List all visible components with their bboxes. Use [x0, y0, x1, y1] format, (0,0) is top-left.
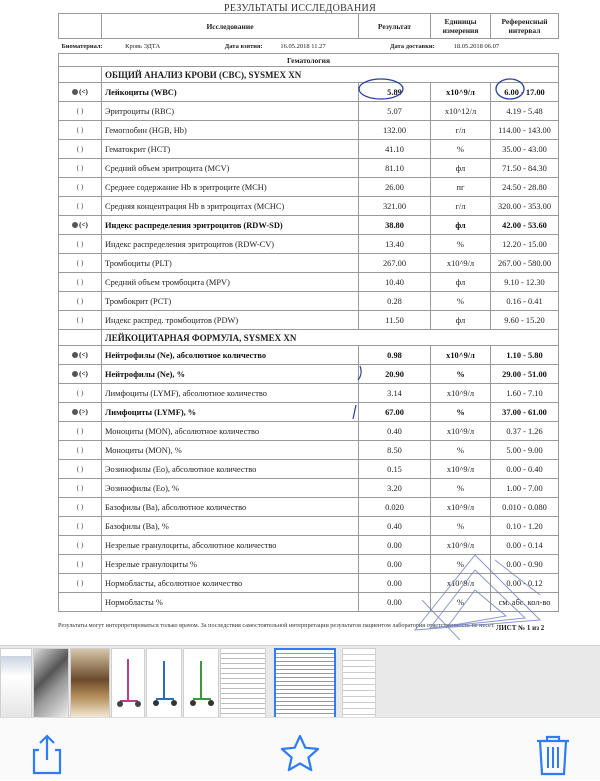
row-reference: 6.00 - 17.00: [491, 83, 559, 102]
row-reference: 0.00 - 0.90: [491, 555, 559, 574]
table-row: [59, 235, 559, 254]
row-units: %: [431, 403, 491, 422]
row-flag: [59, 365, 102, 384]
row-units: фл: [431, 216, 491, 235]
table-row: [59, 273, 559, 292]
scooter-green-image: [184, 649, 218, 717]
row-test-name: Эозинофилы (Eo), %: [102, 479, 359, 498]
flag-text: (<): [79, 88, 88, 96]
row-test-name: Базофилы (Ba), абсолютное количество: [102, 498, 359, 517]
flag-text: (<): [79, 221, 88, 229]
row-test-name: Незрелые гранулоциты %: [102, 555, 359, 574]
scooter-blue-image: [147, 649, 181, 717]
row-reference: 42.00 - 53.60: [491, 216, 559, 235]
row-reference: 5.00 - 9.00: [491, 441, 559, 460]
row-test-name: Средняя концентрация Hb в эритроцитах (MCHC): [102, 197, 359, 216]
table-row: [59, 384, 559, 403]
row-flag: ( ): [59, 197, 102, 216]
row-test-name: Моноциты (MON), %: [102, 441, 359, 460]
row-result: 10.40: [359, 273, 431, 292]
row-units: x10^9/л: [431, 254, 491, 273]
star-icon: [278, 732, 322, 776]
table-row: [59, 83, 559, 102]
row-result: 0.98: [359, 346, 431, 365]
row-result: 321.00: [359, 197, 431, 216]
abnormal-dot-icon: [72, 352, 78, 358]
delete-button[interactable]: [531, 732, 575, 776]
row-reference: 0.00 - 0.12: [491, 574, 559, 593]
table-row: [59, 555, 559, 574]
row-flag: [59, 83, 102, 102]
thumbnail-7[interactable]: [220, 648, 266, 718]
thumbnail-9[interactable]: [342, 648, 376, 718]
trash-icon: [531, 732, 575, 776]
table-row: [59, 403, 559, 422]
table-row: [59, 197, 559, 216]
row-units: %: [431, 517, 491, 536]
row-units: x10^9/л: [431, 422, 491, 441]
row-flag: ( ): [59, 102, 102, 121]
row-reference: 24.50 - 28.80: [491, 178, 559, 197]
flag-text: (<): [79, 351, 88, 359]
row-units: фл: [431, 311, 491, 330]
row-flag: ( ): [59, 178, 102, 197]
row-flag: [59, 346, 102, 365]
header-units: Единицы измерения: [431, 14, 491, 39]
category-title: Гематология: [59, 54, 559, 67]
row-units: x10^9/л: [431, 536, 491, 555]
row-test-name: Индекс распред. тромбоцитов (PDW): [102, 311, 359, 330]
document-title: РЕЗУЛЬТАТЫ ИССЛЕДОВАНИЯ: [223, 3, 377, 14]
row-test-name: Базофилы (Ba), %: [102, 517, 359, 536]
row-result: 26.00: [359, 178, 431, 197]
row-reference: 0.37 - 1.26: [491, 422, 559, 441]
bottom-toolbar: [0, 717, 600, 780]
category-row: [59, 54, 559, 67]
taken-value: 16.05.2018 11.27: [280, 42, 326, 50]
row-result: 41.10: [359, 140, 431, 159]
row-result: 5.07: [359, 102, 431, 121]
delivered-label: Дата доставки:: [390, 42, 435, 50]
sheet-number: ЛИСТ № 1 из 2: [496, 624, 545, 632]
table-row: [59, 292, 559, 311]
meta-row: [59, 39, 559, 54]
row-result: 0.00: [359, 574, 431, 593]
table-row: [59, 365, 559, 384]
table-row: [59, 498, 559, 517]
row-units: г/л: [431, 121, 491, 140]
row-units: г/л: [431, 197, 491, 216]
thumbnail-strip[interactable]: [0, 645, 600, 718]
row-test-name: Гемоглобин (HGB, Hb): [102, 121, 359, 140]
table-row: [59, 178, 559, 197]
favorite-button[interactable]: [278, 732, 322, 776]
row-reference: 0.00 - 0.40: [491, 460, 559, 479]
row-test-name: Тромбоциты (PLT): [102, 254, 359, 273]
row-units: x10^9/л: [431, 574, 491, 593]
table-row: [59, 536, 559, 555]
row-result: 20.90: [359, 365, 431, 384]
row-test-name: Гематокрит (HCT): [102, 140, 359, 159]
row-test-name: Нейтрофилы (Ne), %: [102, 365, 359, 384]
row-flag: ( ): [59, 384, 102, 403]
row-test-name: Средний объем тромбоцита (MPV): [102, 273, 359, 292]
table-row: [59, 254, 559, 273]
row-flag: ( ): [59, 235, 102, 254]
row-units: пг: [431, 178, 491, 197]
row-test-name: Незрелые гранулоциты, абсолютное количество: [102, 536, 359, 555]
table-row: [59, 346, 559, 365]
row-result: 3.14: [359, 384, 431, 403]
table-row: [59, 121, 559, 140]
row-reference: 0.16 - 0.41: [491, 292, 559, 311]
table-row: [59, 574, 559, 593]
row-result: 38.80: [359, 216, 431, 235]
row-units: %: [431, 593, 491, 612]
row-reference: 0.10 - 1.20: [491, 517, 559, 536]
share-button[interactable]: [25, 732, 69, 776]
scooter-pink-image: [112, 649, 144, 717]
row-units: x10^9/л: [431, 384, 491, 403]
delivered-value: 18.05.2018 06.07: [453, 42, 500, 50]
taken-label: Дата взятия:: [224, 42, 263, 50]
table-row: [59, 216, 559, 235]
table-row: [59, 102, 559, 121]
row-test-name: Эритроциты (RBC): [102, 102, 359, 121]
row-flag: ( ): [59, 292, 102, 311]
row-reference: 9.60 - 15.20: [491, 311, 559, 330]
header-reference: Референсный интервал: [491, 14, 559, 39]
row-result: 0.020: [359, 498, 431, 517]
row-flag: ( ): [59, 140, 102, 159]
row-result: 0.40: [359, 517, 431, 536]
abnormal-dot-icon: [72, 222, 78, 228]
row-reference: 114.00 - 143.00: [491, 121, 559, 140]
table-row: [59, 479, 559, 498]
row-reference: 0.010 - 0.080: [491, 498, 559, 517]
row-reference: 29.00 - 51.00: [491, 365, 559, 384]
row-reference: 1.60 - 7.10: [491, 384, 559, 403]
row-reference: 71.50 - 84.30: [491, 159, 559, 178]
abnormal-dot-icon: [72, 371, 78, 377]
footnote: Результаты могут интерпретироваться только врачом. За последствия самостоятельной интерпретации результатов пациентом лаборатория ответственность не несет.: [58, 622, 495, 629]
row-result: 3.20: [359, 479, 431, 498]
row-units: %: [431, 365, 491, 384]
row-test-name: Лимфоциты (LYMF), %: [102, 403, 359, 422]
table-row: [59, 441, 559, 460]
table-row: [59, 159, 559, 178]
row-test-name: Лейкоциты (WBC): [102, 83, 359, 102]
biomaterial-label: Биоматериал:: [61, 42, 103, 50]
row-units: %: [431, 555, 491, 574]
row-flag: ( ): [59, 254, 102, 273]
share-icon: [25, 732, 69, 776]
row-result: 81.10: [359, 159, 431, 178]
row-flag: ( ): [59, 273, 102, 292]
results-table: [58, 13, 559, 612]
thumbnail-4[interactable]: [111, 648, 145, 718]
row-flag: [59, 216, 102, 235]
thumbnail-1[interactable]: [0, 648, 32, 718]
row-test-name: Средний объем эритроцита (MCV): [102, 159, 359, 178]
row-test-name: Нейтрофилы (Ne), абсолютное количество: [102, 346, 359, 365]
row-units: x10^12/л: [431, 102, 491, 121]
row-result: 267.00: [359, 254, 431, 273]
table-row: [59, 140, 559, 159]
thumbnail-6[interactable]: [183, 648, 219, 718]
thumbnail-3[interactable]: [70, 648, 110, 718]
row-result: 5.89: [359, 83, 431, 102]
row-result: 67.00: [359, 403, 431, 422]
row-result: 13.40: [359, 235, 431, 254]
row-units: x10^9/л: [431, 346, 491, 365]
table-row: [59, 422, 559, 441]
row-reference: 35.00 - 43.00: [491, 140, 559, 159]
row-test-name: Индекс распределения эритроцитов (RDW-SD): [102, 216, 359, 235]
row-flag: [59, 403, 102, 422]
row-test-name: Лимфоциты (LYMF), абсолютное количество: [102, 384, 359, 403]
row-flag: ( ): [59, 441, 102, 460]
row-units: %: [431, 292, 491, 311]
row-units: %: [431, 441, 491, 460]
row-flag: ( ): [59, 422, 102, 441]
header-test: Исследование: [102, 14, 359, 39]
row-test-name: Нормобласты, абсолютное количество: [102, 574, 359, 593]
row-units: x10^9/л: [431, 498, 491, 517]
row-units: фл: [431, 273, 491, 292]
abnormal-dot-icon: [72, 89, 78, 95]
row-units: %: [431, 479, 491, 498]
section-cbc: [59, 67, 559, 83]
row-result: 0.40: [359, 422, 431, 441]
biomaterial-value: Кровь ЭДТА: [125, 42, 161, 50]
row-test-name: Нормобласты %: [102, 593, 359, 612]
row-units: x10^9/л: [431, 460, 491, 479]
row-flag: ( ): [59, 536, 102, 555]
row-flag: ( ): [59, 555, 102, 574]
flag-text: (>): [79, 408, 88, 416]
row-flag: ( ): [59, 517, 102, 536]
abnormal-dot-icon: [72, 409, 78, 415]
table-row: [59, 517, 559, 536]
row-flag: ( ): [59, 311, 102, 330]
flag-text: (<): [79, 370, 88, 378]
row-reference: 9.10 - 12.30: [491, 273, 559, 292]
section-wbc-diff: [59, 330, 559, 346]
row-flag: ( ): [59, 121, 102, 140]
row-reference: 1.00 - 7.00: [491, 479, 559, 498]
row-reference: 37.00 - 61.00: [491, 403, 559, 422]
row-flag: ( ): [59, 498, 102, 517]
row-result: 8.50: [359, 441, 431, 460]
row-reference: 1.10 - 5.80: [491, 346, 559, 365]
row-result: 0.15: [359, 460, 431, 479]
row-result: 11.50: [359, 311, 431, 330]
row-test-name: Моноциты (MON), абсолютное количество: [102, 422, 359, 441]
thumbnail-8[interactable]: [274, 648, 336, 718]
row-reference: 320.00 - 353.00: [491, 197, 559, 216]
row-units: %: [431, 140, 491, 159]
row-test-name: Тромбокрит (PCT): [102, 292, 359, 311]
row-test-name: Среднее содержание Hb в эритроците (MCH): [102, 178, 359, 197]
row-result: 0.00: [359, 536, 431, 555]
section-cbc-title: ОБЩИЙ АНАЛИЗ КРОВИ (CBC), SYSMEX XN: [102, 67, 559, 83]
row-flag: ( ): [59, 574, 102, 593]
section-wbc-diff-title: ЛЕЙКОЦИТАРНАЯ ФОРМУЛА, SYSMEX XN: [102, 330, 559, 346]
row-result: 0.00: [359, 555, 431, 574]
header-result: Результат: [359, 14, 431, 39]
row-flag: ( ): [59, 479, 102, 498]
row-reference: 4.19 - 5.48: [491, 102, 559, 121]
row-units: x10^9/л: [431, 83, 491, 102]
row-flag: ( ): [59, 460, 102, 479]
thumbnail-2[interactable]: [33, 648, 69, 718]
table-row: [59, 311, 559, 330]
row-reference: 267.00 - 580.00: [491, 254, 559, 273]
table-header-row: [59, 14, 559, 39]
thumbnail-5[interactable]: [146, 648, 182, 718]
row-units: фл: [431, 159, 491, 178]
row-flag: [59, 593, 102, 612]
row-result: 0.28: [359, 292, 431, 311]
row-result: 132.00: [359, 121, 431, 140]
row-reference: 0.00 - 0.14: [491, 536, 559, 555]
table-row: [59, 460, 559, 479]
row-result: 0.00: [359, 593, 431, 612]
row-test-name: Индекс распределения эритроцитов (RDW-CV): [102, 235, 359, 254]
row-reference: см. абс. кол-во: [491, 593, 559, 612]
row-units: %: [431, 235, 491, 254]
row-reference: 12.20 - 15.00: [491, 235, 559, 254]
table-row: [59, 593, 559, 612]
row-flag: ( ): [59, 159, 102, 178]
row-test-name: Эозинофилы (Eo), абсолютное количество: [102, 460, 359, 479]
